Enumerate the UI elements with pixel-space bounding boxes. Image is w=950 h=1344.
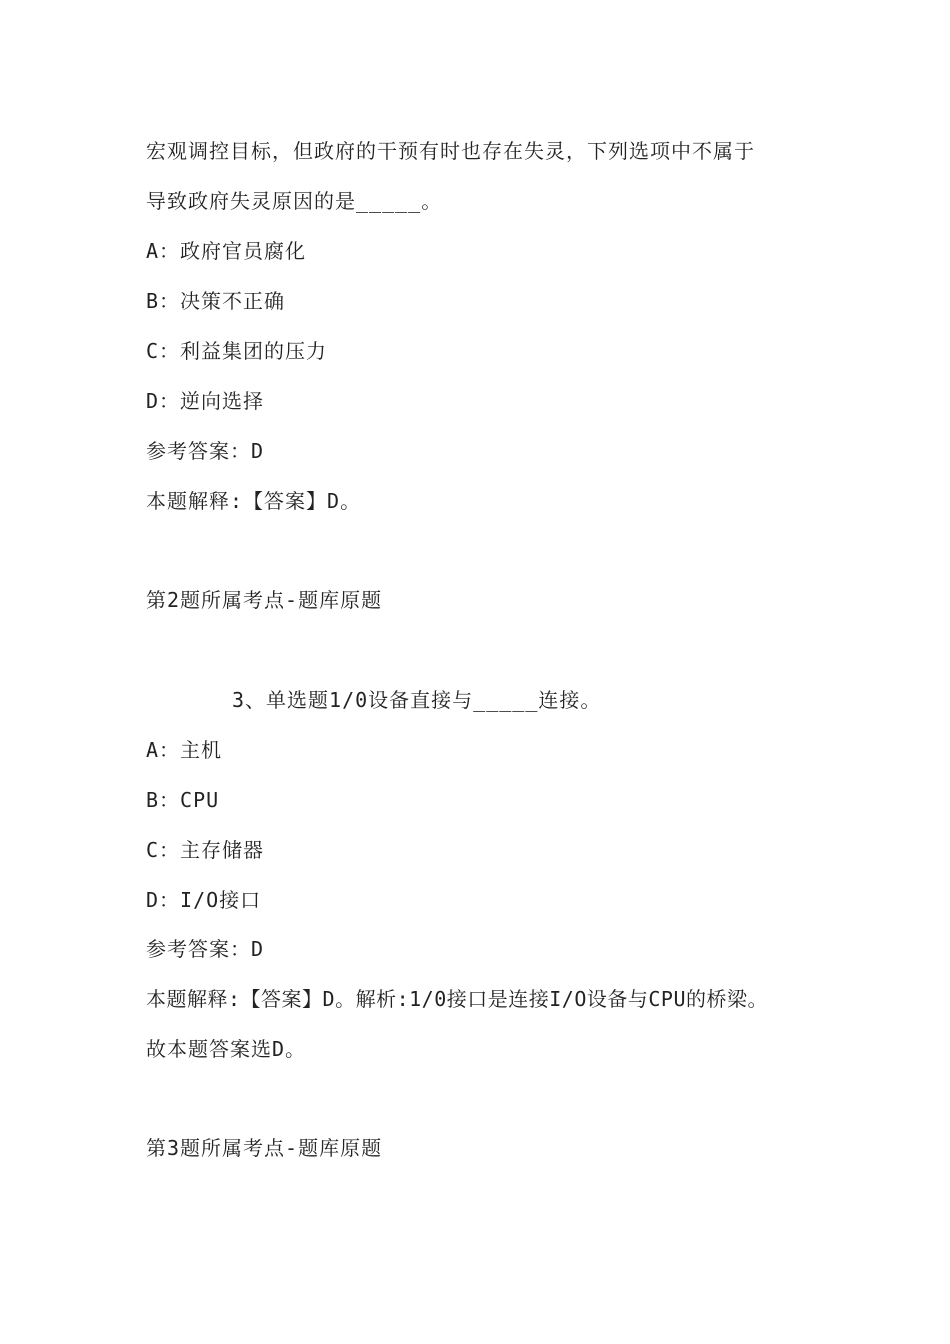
q2-explanation: 本题解释:【答案】D。: [146, 489, 362, 513]
q3-option-a: A：主机: [146, 738, 223, 762]
q2-stem-line-2: 导致政府失灵原因的是_____。: [146, 189, 443, 213]
q3-option-b: B：CPU: [146, 788, 220, 812]
q3-option-c: C：主存储器: [146, 838, 265, 862]
q2-stem-line-1: 宏观调控目标，但政府的干预有时也存在失灵，下列选项中不属于: [146, 139, 755, 163]
q2-topic: 第2题所属考点-题库原题: [146, 588, 383, 612]
q3-title: 3、单选题1/0设备直接与_____连接。: [232, 688, 602, 712]
q2-answer: 参考答案：D: [146, 439, 265, 463]
q3-option-d: D：I/O接口: [146, 888, 262, 912]
q2-option-c: C：利益集团的压力: [146, 339, 328, 363]
q3-explanation-line-2: 故本题答案选D。: [146, 1037, 307, 1061]
q3-topic: 第3题所属考点-题库原题: [146, 1136, 383, 1160]
q2-option-d: D：逆向选择: [146, 389, 265, 413]
q2-option-a: A：政府官员腐化: [146, 239, 307, 263]
q3-answer: 参考答案：D: [146, 937, 265, 961]
q2-option-b: B：决策不正确: [146, 289, 286, 313]
q3-explanation-line-1: 本题解释:【答案】D。解析:1/0接口是连接I/O设备与CPU的桥梁。: [146, 987, 768, 1011]
